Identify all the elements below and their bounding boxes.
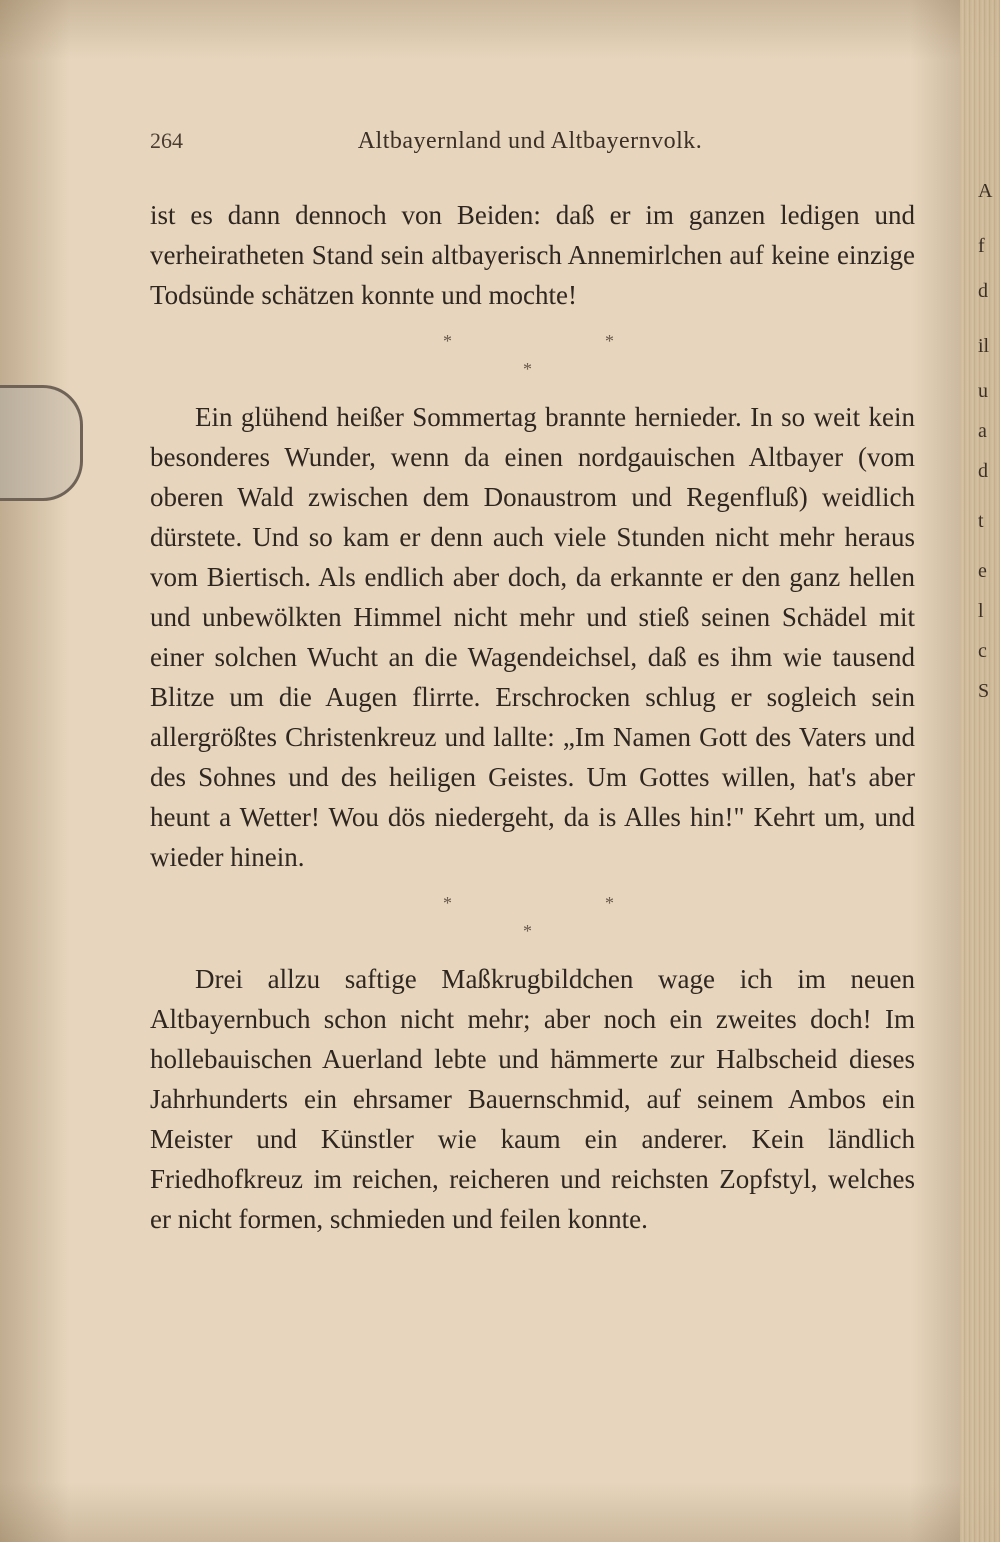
fragment: f <box>978 235 985 257</box>
fragment: e <box>978 560 987 582</box>
fragment: d <box>978 460 988 482</box>
fragment: d <box>978 280 988 302</box>
section-separator-1 <box>150 321 915 389</box>
page-body <box>150 195 915 1239</box>
fragment: l <box>978 600 984 622</box>
adjacent-page-fragments <box>978 180 1000 1380</box>
separator-star: * <box>523 359 532 379</box>
fragment: A <box>978 180 993 202</box>
fragment: u <box>978 380 988 402</box>
fragment: t <box>978 510 984 532</box>
paragraph-1: ist es dann dennoch von Beiden: daß er im ganzen ledigen und verheiratheten Stand sein altbayerisch Annemirlchen auf keine einzige Todsünde schätzen konnte und mochte! <box>150 200 915 310</box>
fragment: S <box>978 680 990 702</box>
page-number: 264 <box>150 128 183 153</box>
separator-star: * <box>605 331 614 351</box>
separator-star: * <box>523 921 532 941</box>
separator-star: * <box>443 331 452 351</box>
separator-star: * <box>605 893 614 913</box>
book-clip <box>0 385 83 501</box>
fragment: il <box>978 335 990 357</box>
paragraph-3: Drei allzu saftige Maßkrugbildchen wage ich im neuen Altbayernbuch schon nicht mehr; aber noch ein zweites doch! Im hollebauischen Auerland lebte und hämmerte zur Halbscheid dieses Jahrhunderts ein ehrsamer Bauernschmid, auf seinem Ambos ein Meister und Künstler wie kaum ein anderer. Kein ländlich Friedhofkreuz im reichen, reicheren und reichsten Zopfstyl, welches er nicht formen, schmieden und feilen konnte. <box>150 964 915 1234</box>
running-title: Altbayernland und Altbayernvolk. <box>357 128 703 154</box>
separator-star: * <box>443 893 452 913</box>
fragment: a <box>978 420 987 442</box>
fragment: c <box>978 640 987 662</box>
page-header <box>150 128 910 168</box>
paragraph-2: Ein glühend heißer Sommertag brannte hernieder. In so weit kein besonderes Wunder, wenn da einen nordgauischen Altbayer (vom oberen Wald zwischen dem Donaustrom und Regenfluß) weidlich dürstete. Und so kam er denn auch viele Stunden nicht mehr heraus vom Biertisch. Als endlich aber doch, da erkannte er den ganz hellen und unbewölkten Himmel nicht mehr und stieß seinen Schädel mit einer solchen Wucht an die Wagendeichsel, daß es ihm wie tausend Blitze um die Augen flirrte. Erschrocken schlug er sogleich sein allergrößtes Christenkreuz und lallte: „Im Namen Gott des Vaters und des Sohnes und des heiligen Geistes. Um Gottes willen, hat's aber heunt a Wetter! Wou dös niedergeht, da is Alles hin!" Kehrt um, und wieder hinein. <box>150 402 915 872</box>
section-separator-2 <box>150 883 915 951</box>
